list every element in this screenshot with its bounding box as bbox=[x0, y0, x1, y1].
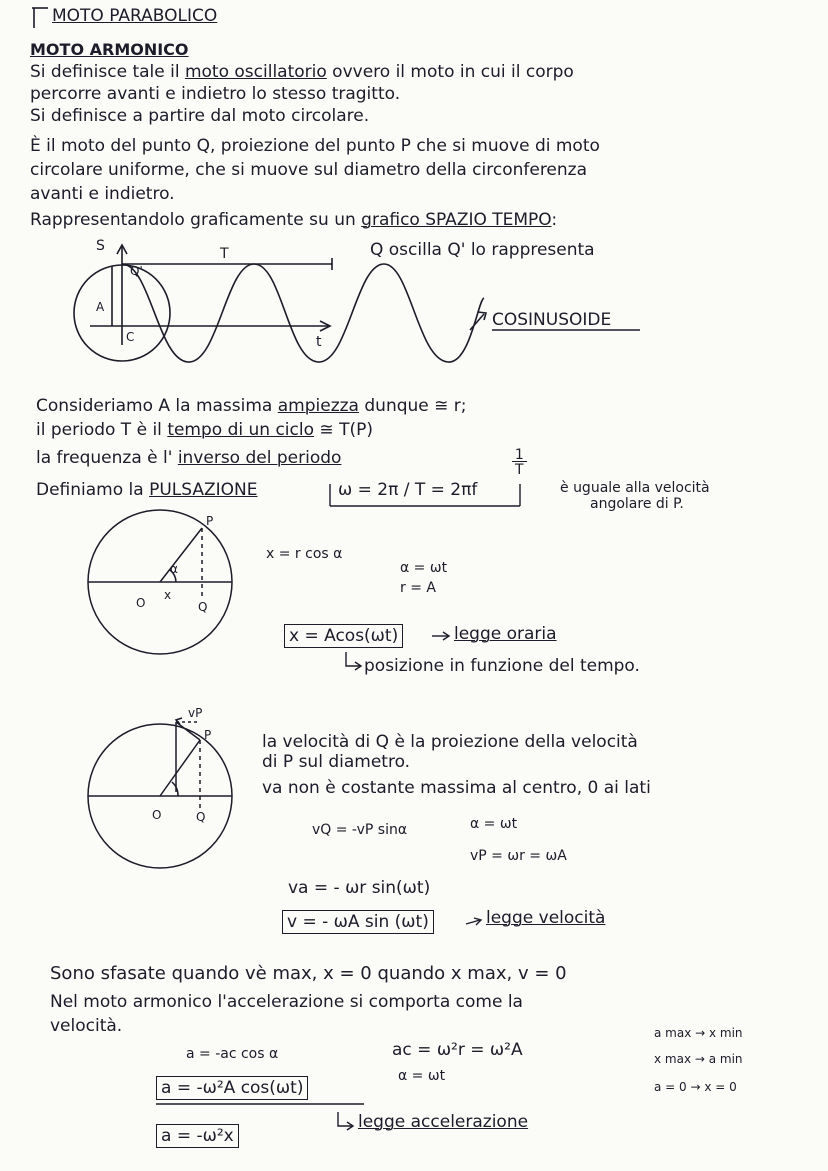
def-line-2: il periodo T è il tempo di un ciclo ≅ T(P) bbox=[36, 420, 373, 440]
acc-eq-1: a = -ac cos α bbox=[186, 1046, 279, 1062]
fig-vel-q: Q bbox=[196, 810, 206, 824]
legge-accelerazione-box: a = -ω²A cos(ωt) bbox=[156, 1076, 308, 1100]
pulsazione-note-2: angolare di P. bbox=[590, 496, 684, 512]
fig-pos-x: x bbox=[164, 588, 172, 602]
acc-side-3: a = 0 → x = 0 bbox=[654, 1080, 737, 1094]
legge-oraria-desc: posizione in funzione del tempo. bbox=[364, 656, 640, 676]
intro-line-3: Si definisce a partire dal moto circolare. bbox=[30, 106, 370, 126]
position-figure bbox=[88, 510, 232, 654]
pulsazione-formula: ω = 2π / T = 2πf bbox=[338, 480, 478, 500]
frequency-fraction: 1 T bbox=[512, 448, 527, 478]
fig-pos-p: P bbox=[206, 514, 214, 528]
curve-label: COSINUSOIDE bbox=[492, 310, 612, 330]
def-line-3: la frequenza è l' inverso del periodo bbox=[36, 448, 342, 468]
legge-velocita-label: legge velocità bbox=[486, 908, 606, 928]
vel-eq-4: va = - ωr sin(ωt) bbox=[288, 878, 431, 898]
pos-eq-1: x = r cos α bbox=[266, 546, 343, 562]
graph-point-c: C bbox=[126, 330, 135, 344]
graph-period-label: T bbox=[220, 246, 229, 262]
fig-pos-q: Q bbox=[198, 600, 208, 614]
vel-eq-3: vP = ωr = ωA bbox=[470, 848, 567, 864]
acc-text-2: Nel moto armonico l'accelerazione si comporta come la bbox=[50, 992, 523, 1012]
acc-eq-2: ac = ω²r = ω²A bbox=[392, 1040, 523, 1060]
graph-point-q1: Q' bbox=[130, 264, 143, 278]
intro-line-4: È il moto del punto Q, proiezione del punto P che si muove di moto bbox=[30, 136, 600, 156]
graph-spazio-tempo bbox=[74, 245, 486, 362]
graph-note: Q oscilla Q' lo rappresenta bbox=[370, 240, 595, 260]
graph-axis-s: S bbox=[96, 238, 105, 254]
acc-eq-3: α = ωt bbox=[398, 1068, 446, 1084]
def-line-1: Consideriamo A la massima ampiezza dunque ≅ r; bbox=[36, 396, 467, 416]
vel-text-3: va non è costante massima al centro, 0 ai lati bbox=[262, 778, 651, 798]
intro-line-1: Si definisce tale il moto oscillatorio ovvero il moto in cui il corpo bbox=[30, 62, 574, 82]
intro-line-7: Rappresentandolo graficamente su un grafico SPAZIO TEMPO: bbox=[30, 210, 558, 230]
section-title: MOTO ARMONICO bbox=[30, 40, 189, 59]
header-bar-mark bbox=[32, 8, 48, 28]
def-line-4: Definiamo la PULSAZIONE bbox=[36, 480, 258, 500]
fig-vel-p: P bbox=[204, 728, 212, 742]
vel-eq-1: vQ = -vP sinα bbox=[312, 822, 408, 838]
acc-text-1: Sono sfasate quando vè max, x = 0 quando x max, v = 0 bbox=[50, 963, 567, 984]
fig-vel-o: O bbox=[152, 808, 162, 822]
legge-oraria-label: legge oraria bbox=[454, 624, 557, 644]
acc-side-2: x max → a min bbox=[654, 1052, 743, 1066]
acc-text-3: velocità. bbox=[50, 1016, 123, 1036]
legge-velocita-box: v = - ωA sin (ωt) bbox=[282, 910, 434, 934]
pos-eq-3: r = A bbox=[400, 580, 436, 596]
fig-vel-vp: vP bbox=[188, 706, 203, 720]
pos-eq-2: α = ωt bbox=[400, 560, 448, 576]
page-title: MOTO PARABOLICO bbox=[52, 6, 218, 26]
fig-pos-o: O bbox=[136, 596, 146, 610]
intro-line-6: avanti e indietro. bbox=[30, 184, 175, 204]
pulsazione-note-1: è uguale alla velocità bbox=[560, 480, 710, 496]
fig-pos-alpha: α bbox=[170, 562, 178, 576]
graph-axis-t: t bbox=[316, 334, 322, 350]
legge-accelerazione-label: legge accelerazione bbox=[358, 1112, 529, 1132]
legge-oraria-box: x = Acos(ωt) bbox=[284, 624, 403, 648]
vel-text-1: la velocità di Q è la proiezione della velocità bbox=[262, 732, 638, 752]
intro-line-5: circolare uniforme, che si muove sul diametro della circonferenza bbox=[30, 160, 588, 180]
vel-eq-2: α = ωt bbox=[470, 816, 518, 832]
intro-line-2: percorre avanti e indietro lo stesso tragitto. bbox=[30, 84, 401, 104]
cosine-curve bbox=[122, 264, 484, 362]
vel-text-2: di P sul diametro. bbox=[262, 752, 411, 772]
graph-amplitude-label: A bbox=[96, 300, 105, 314]
legge-accelerazione-box-2: a = -ω²x bbox=[156, 1124, 239, 1148]
acc-side-1: a max → x min bbox=[654, 1026, 743, 1040]
